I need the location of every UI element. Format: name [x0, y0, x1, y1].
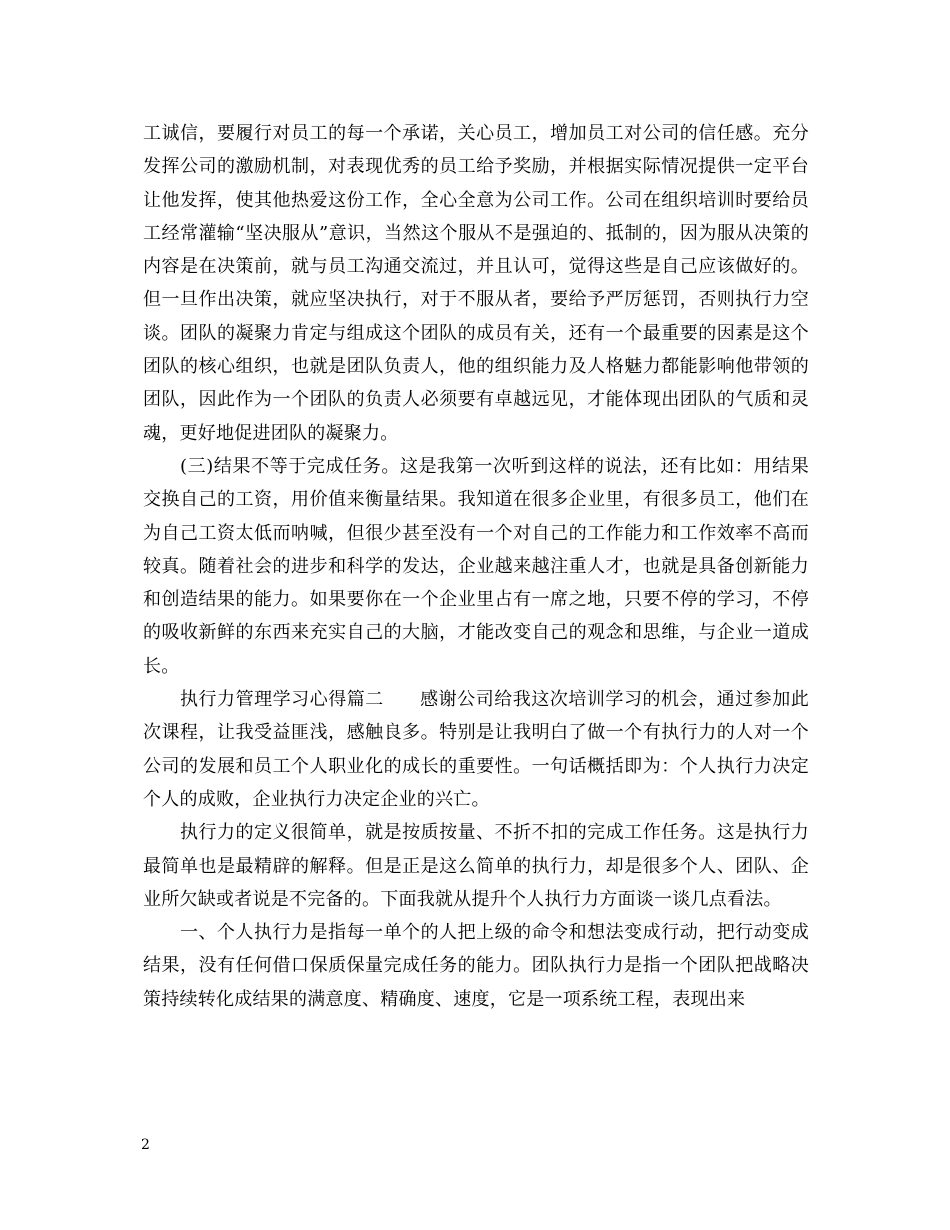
paragraph-3 — [143, 683, 809, 816]
page-number: 2 — [141, 1137, 150, 1153]
paragraph-5-text: 一、个人执行力是指每一单个的人把上级的命令和想法变成行动，把行动变成结果，没有任何借口保质保量完成任务的能力。团队执行力是指一个团队把战略决策持续转化成结果的满意度、精确度、速度，它是一项系统工程，表现出来 — [143, 922, 809, 1010]
paragraph-4 — [143, 816, 809, 916]
paragraph-4-text: 执行力的定义很简单，就是按质按量、不折不扣的完成工作任务。这是执行力最简单也是最精辟的解释。但是正是这么简单的执行力，却是很多个人、团队、企业所欠缺或者说是不完备的。下面我就从提升个人执行力方面谈一谈几点看法。 — [143, 822, 809, 910]
section-heading: 执行力管理学习心得篇二 — [180, 689, 384, 711]
paragraph-1 — [143, 117, 809, 450]
paragraph-3-text: 感谢公司给我这次培训学习的机会，通过参加此次课程，让我受益匪浅，感触良多。特别是让我明白了做一个有执行力的人对一个公司的发展和员工个人职业化的成长的重要性。一句话概括即为：个人执行力决定个人的成败，企业执行力决定企业的兴亡。 — [143, 689, 809, 810]
paragraph-1-text: 工诚信，要履行对员工的每一个承诺，关心员工，增加员工对公司的信任感。充分发挥公司的激励机制，对表现优秀的员工给予奖励，并根据实际情况提供一定平台让他发挥，使其他热爱这份工作，全心全意为公司工作。公司在组织培训时要给员工经常灌输“坚决服从”意识，当然这个服从不是强迫的、抵制的，因为服从决策的内容是在决策前，就与员工沟通交流过，并且认可，觉得这些是自己应该做好的。但一旦作出决策，就应坚决执行，对于不服从者，要给予严厉惩罚，否则执行力空谈。团队的凝聚力肯定与组成这个团队的成员有关，还有一个最重要的因素是这个团队的核心组织，也就是团队负责人，他的组织能力及人格魅力都能影响他带领的团队，因此作为一个团队的负责人必须要有卓越远见，才能体现出团队的气质和灵魂，更好地促进团队的凝聚力。 — [143, 123, 809, 444]
paragraph-2-text: (三)结果不等于完成任务。这是我第一次听到这样的说法，还有比如：用结果交换自己的工资，用价值来衡量结果。我知道在很多企业里，有很多员工，他们在为自己工资太低而呐喊，但很少甚至没有一个对自己的工作能力和工作效率不高而较真。随着社会的进步和科学的发达，企业越来越注重人才，也就是具备创新能力和创造结果的能力。如果要你在一个企业里占有一席之地，只要不停的学习，不停的吸收新鲜的东西来充实自己的大脑，才能改变自己的观念和思维，与企业一道成长。 — [143, 455, 809, 677]
paragraph-5 — [143, 916, 809, 1016]
document-body — [143, 117, 809, 1016]
paragraph-2 — [143, 450, 809, 683]
